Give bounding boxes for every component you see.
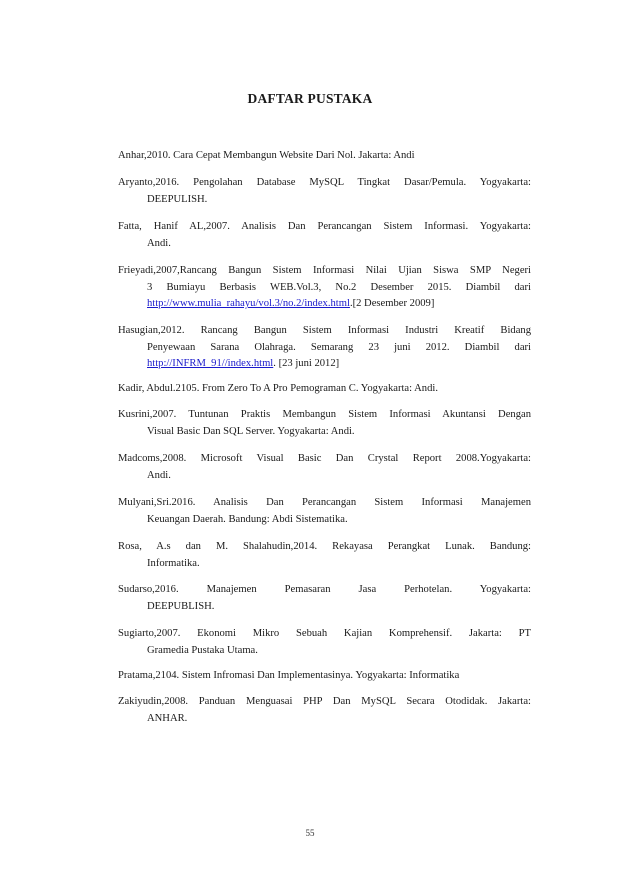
reference-line: Andi.: [147, 237, 171, 249]
page-title: DAFTAR PUSTAKA: [247, 91, 373, 106]
reference-entry: [118, 495, 531, 528]
reference-access-date: .[2 Desember 2009]: [349, 298, 435, 310]
reference-line: Keuangan Daerah. Bandung: Abdi Sistematika.: [147, 513, 348, 525]
reference-entry: [118, 175, 531, 208]
reference-line: Kadir, Abdul.2105. From Zero To A Pro Pemograman C. Yogyakarta: Andi.: [118, 383, 438, 394]
reference-line: Aryanto,2016. Pengolahan Database MySQL Tingkat Dasar/Pemula. Yogyakarta:: [118, 177, 531, 188]
reference-entry: [118, 323, 531, 373]
reference-line: Anhar,2010. Cara Cepat Membangun Website Dari Nol. Jakarta: Andi: [118, 150, 415, 161]
reference-entry: [118, 694, 531, 727]
reference-line: Hasugian,2012. Rancang Bangun Sistem Informasi Industri Kreatif Bidang: [118, 325, 531, 336]
reference-line: [118, 296, 531, 313]
reference-line: Rosa, A.s dan M. Shalahudin,2014. Rekayasa Perangkat Lunak. Bandung:: [118, 541, 531, 552]
reference-line: Frieyadi,2007,Rancang Bangun Sistem Informasi Nilai Ujian Siswa SMP Negeri: [118, 265, 531, 276]
reference-entry: [118, 539, 531, 572]
reference-entry: [118, 263, 531, 313]
reference-link[interactable]: http://INFRM_91//index.html: [147, 358, 274, 370]
reference-line: Madcoms,2008. Microsoft Visual Basic Dan Crystal Report 2008.Yogyakarta:: [118, 453, 531, 464]
reference-line: Visual Basic Dan SQL Server. Yogyakarta: Andi.: [147, 425, 355, 437]
reference-line: Zakiyudin,2008. Panduan Menguasai PHP Dan MySQL Secara Otodidak. Jakarta:: [118, 696, 531, 707]
reference-entry: [118, 582, 531, 615]
reference-line: [118, 356, 531, 373]
page-number: 55: [305, 828, 315, 838]
reference-line: Kusrini,2007. Tuntunan Praktis Membangun Sistem Informasi Akuntansi Dengan: [118, 409, 531, 420]
reference-line: Mulyani,Sri.2016. Analisis Dan Perancangan Sistem Informasi Manajemen: [118, 497, 531, 508]
reference-line: Gramedia Pustaka Utama.: [147, 644, 258, 656]
reference-line: Fatta, Hanif AL,2007. Analisis Dan Perancangan Sistem Informasi. Yogyakarta:: [118, 221, 531, 232]
reference-line: Penyewaan Sarana Olahraga. Semarang 23 juni 2012. Diambil dari: [147, 341, 531, 353]
reference-entry: [118, 407, 531, 440]
reference-entry: [118, 148, 531, 165]
reference-entry: [118, 451, 531, 484]
reference-entry: [118, 381, 531, 398]
reference-line: Andi.: [147, 469, 171, 481]
reference-line: Pratama,2104. Sistem Infromasi Dan Implementasinya. Yogyakarta: Informatika: [118, 670, 460, 681]
reference-entry: [118, 626, 531, 659]
reference-line: DEEPUBLISH.: [147, 600, 215, 612]
reference-entry: [118, 668, 531, 685]
reference-line: ANHAR.: [147, 712, 188, 724]
reference-link[interactable]: http://www.mulia_rahayu/vol.3/no.2/index.html: [147, 298, 350, 310]
reference-line: DEEPULISH.: [147, 193, 208, 205]
reference-line: Sugiarto,2007. Ekonomi Mikro Sebuah Kajian Komprehensif. Jakarta: PT: [118, 628, 531, 639]
reference-line: 3 Bumiayu Berbasis WEB.Vol.3, No.2 Desember 2015. Diambil dari: [147, 281, 531, 293]
reference-access-date: . [23 juni 2012]: [273, 358, 340, 370]
reference-line: Informatika.: [147, 557, 200, 569]
reference-entry: [118, 219, 531, 252]
reference-line: Sudarso,2016. Manajemen Pemasaran Jasa Perhotelan. Yogyakarta:: [118, 584, 531, 595]
